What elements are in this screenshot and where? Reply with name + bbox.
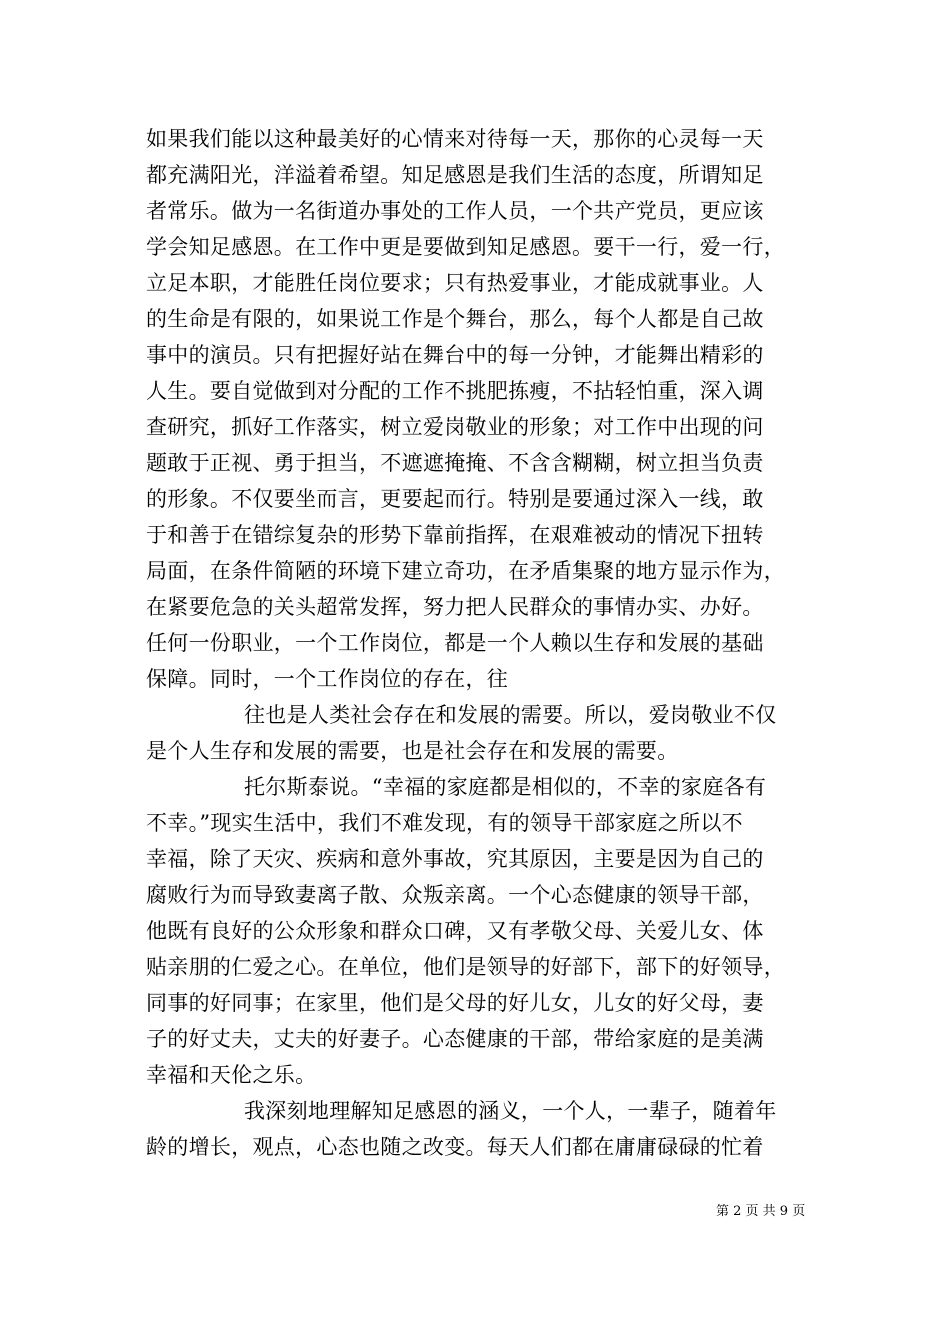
text-line: 在紧要危急的关头超常发挥，努力把人民群众的事情办实、办好。 xyxy=(146,595,764,619)
text-line: 事中的演员。只有把握好站在舞台中的每一分钟，才能舞出精彩的 xyxy=(146,343,764,367)
text-line: 查研究，抓好工作落实，树立爱岗敬业的形象；对工作中出现的问 xyxy=(146,415,764,439)
body-text xyxy=(146,121,806,1165)
text-line: 是个人生存和发展的需要，也是社会存在和发展的需要。 xyxy=(146,739,679,763)
text-line: 同事的好同事；在家里，他们是父母的好儿女，儿女的好父母，妻 xyxy=(146,991,764,1015)
text-line: 局面，在条件简陋的环境下建立奇功，在矛盾集聚的地方显示作为， xyxy=(146,559,785,583)
text-line: 不幸。”现实生活中，我们不难发现，有的领导干部家庭之所以不 xyxy=(146,811,743,835)
text-line: 我深刻地理解知足感恩的涵义，一个人，一辈子，随着年 xyxy=(244,1099,777,1123)
text-line: 者常乐。做为一名街道办事处的工作人员，一个共产党员，更应该 xyxy=(146,199,764,223)
text-line: 腐败行为而导致妻离子散、众叛亲离。一个心态健康的领导干部， xyxy=(146,883,764,907)
text-line: 如果我们能以这种最美好的心情来对待每一天，那你的心灵每一天 xyxy=(146,127,764,151)
text-line: 的生命是有限的，如果说工作是个舞台，那么，每个人都是自己故 xyxy=(146,307,764,331)
text-line: 保障。同时，一个工作岗位的存在，往 xyxy=(146,667,509,691)
text-line: 贴亲朋的仁爱之心。在单位，他们是领导的好部下，部下的好领导， xyxy=(146,955,785,979)
text-line: 幸福，除了天灾、疾病和意外事故，究其原因，主要是因为自己的 xyxy=(146,847,764,871)
text-line: 任何一份职业，一个工作岗位，都是一个人赖以生存和发展的基础 xyxy=(146,631,764,655)
text-line: 龄的增长，观点，心态也随之改变。每天人们都在庸庸碌碌的忙着 xyxy=(146,1135,764,1159)
text-line: 托尔斯泰说。“幸福的家庭都是相似的，不幸的家庭各有 xyxy=(244,775,767,799)
text-line: 于和善于在错综复杂的形势下靠前指挥，在艰难被动的情况下扭转 xyxy=(146,523,764,547)
text-line: 幸福和天伦之乐。 xyxy=(146,1063,317,1087)
text-line: 人生。要自觉做到对分配的工作不挑肥拣瘦，不拈轻怕重，深入调 xyxy=(146,379,764,403)
text-line: 题敢于正视、勇于担当，不遮遮掩掩、不含含糊糊，树立担当负责 xyxy=(146,451,764,475)
text-line: 他既有良好的公众形象和群众口碑，又有孝敬父母、关爱儿女、体 xyxy=(146,919,764,943)
text-line: 子的好丈夫，丈夫的好妻子。心态健康的干部，带给家庭的是美满 xyxy=(146,1027,764,1051)
text-line: 学会知足感恩。在工作中更是要做到知足感恩。要干一行，爱一行， xyxy=(146,235,785,259)
text-line: 往也是人类社会存在和发展的需要。所以，爱岗敬业不仅 xyxy=(244,703,777,727)
text-line: 的形象。不仅要坐而言，更要起而行。特别是要通过深入一线，敢 xyxy=(146,487,764,511)
page-number: 第 2 页 共 9 页 xyxy=(716,1204,806,1219)
text-line: 立足本职，才能胜任岗位要求；只有热爱事业，才能成就事业。人 xyxy=(146,271,764,295)
text-line: 都充满阳光，洋溢着希望。知足感恩是我们生活的态度，所谓知足 xyxy=(146,163,764,187)
